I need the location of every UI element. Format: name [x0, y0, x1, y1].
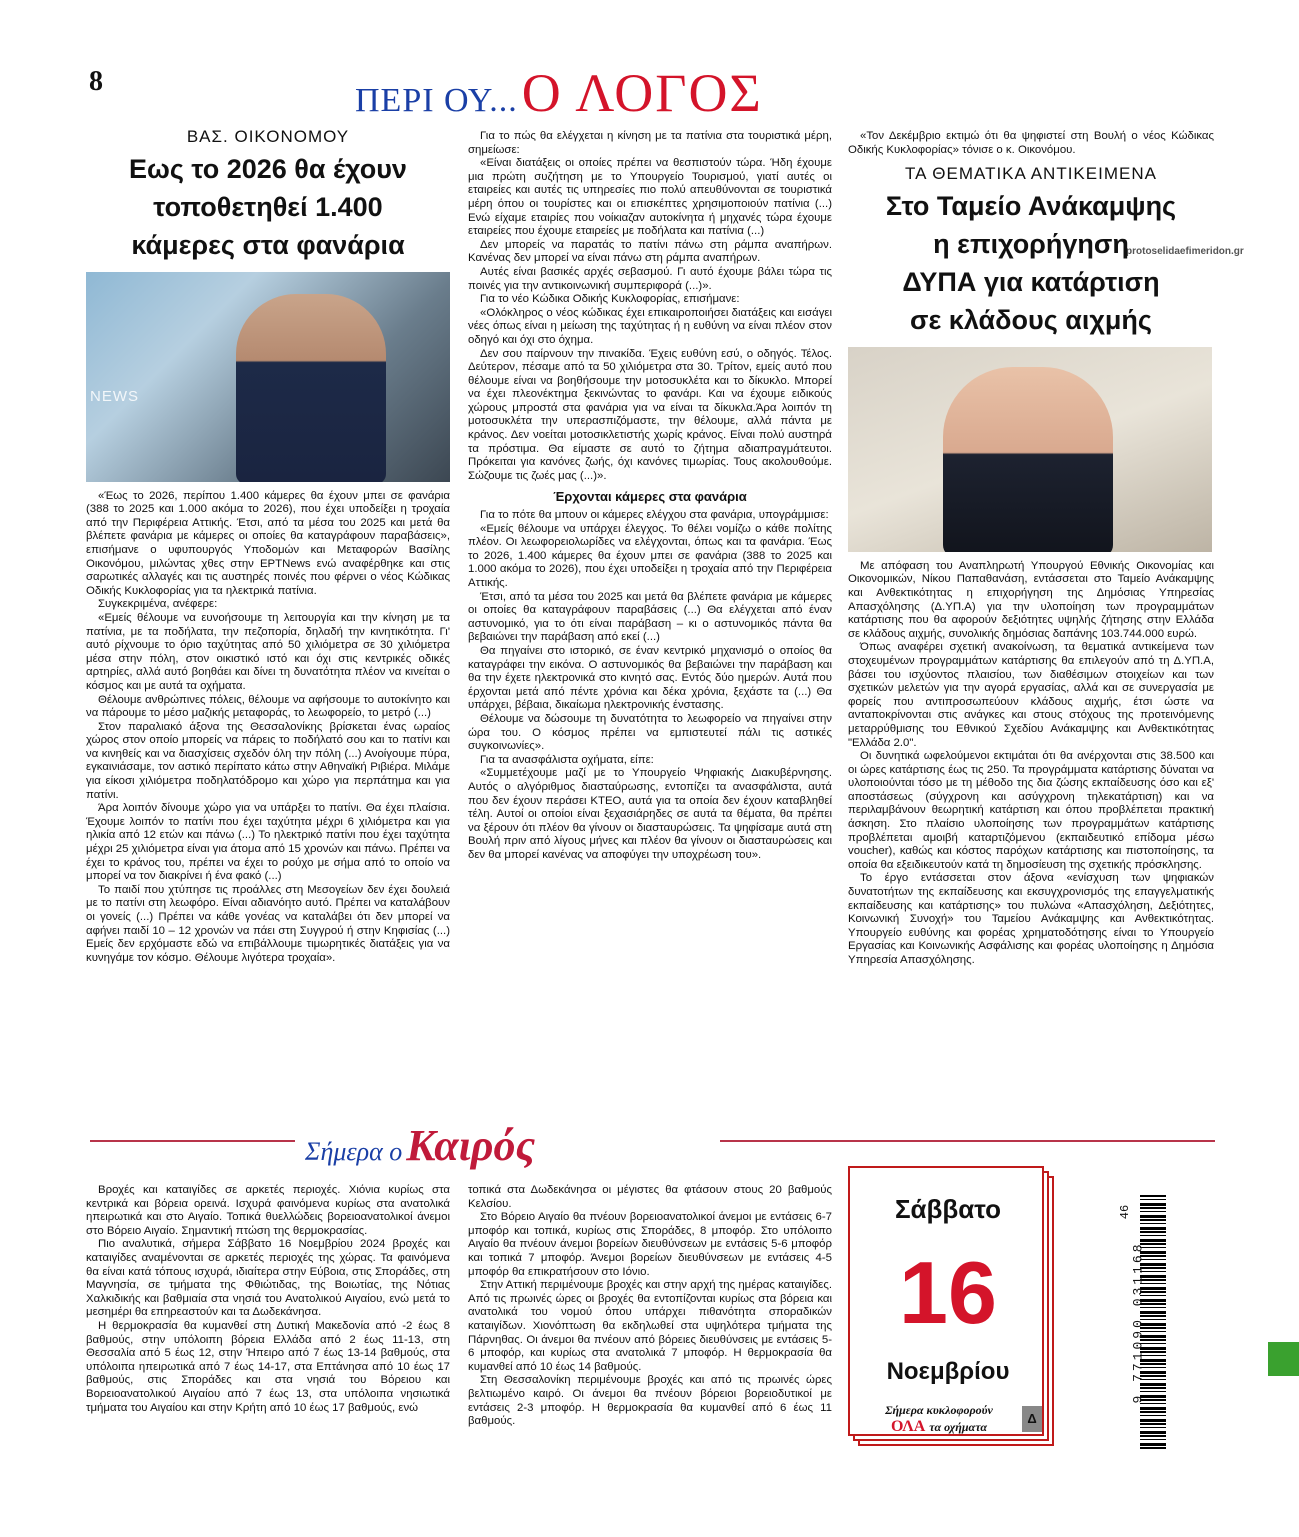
paragraph: Όπως αναφέρει σχετική ανακοίνωση, τα θεματικά αντικείμενα των στοχευμένων προγραμμάτων κατάρτισης θα επιλεγούν από τη Δ.ΥΠ.Α, βάσει του ισχύοντος πλαισίου, των διαθέσιμων στοιχείων και των σχετικών μελετών για την αγορά εργασίας, αλλά και σε συνεργασία με φορείς που αντιπροσωπεύουν κλάδους αιχμής, έτσι ώστε να ανταποκρίνονται στις ανάγκες και στους στόχους της προτεινόμενης μεταρρύθμισης του Εθνικού Σχεδίου Ανάκαμψης και Ανθεκτικότητας "Ελλάδα 2.0".: [848, 641, 1214, 749]
watermark: protoselidaefimeridon.gr: [1126, 246, 1244, 257]
calendar-logo: Δ: [1022, 1406, 1042, 1432]
calendar-month: Νοεμβρίου: [886, 1358, 1010, 1385]
paragraph: τοπικά στα Δωδεκάνησα οι μέγιστες θα φτάσουν στους 20 βαθμούς Κελσίου.: [468, 1184, 832, 1210]
article1-headline: [86, 150, 450, 264]
article2-lead: «Τον Δεκέμβριο εκτιμώ ότι θα ψηφιστεί στη Βουλή ο νέος Κώδικας Οδικής Κυκλοφορίας» τόνισε ο κ. Οικονόμου.: [848, 130, 1214, 156]
paragraph: Το παιδί που χτύπησε τις προάλλες στη Μεσογείων δεν έχει δουλειά με το πατίνι στη λεωφόρο. Είναι αδιανόητο αυτό. Πρέπει να καταλάβουν οι γονείς (...) Πρέπει να κάθε γονέας να καταλάβει ότι δεν μπορεί να αφήνει παιδί 10 – 12 χρονών να πάει στη Συγγρού ή στην Κηφισίας (...) Εμείς δεν ερχόμαστε εδώ να επιβάλλουμε τιμωρητικές διατάξεις για να κυνηγάμε τον κόσμο. Θέλουμε λιγότερα τροχαία».: [86, 883, 450, 964]
paragraph: «Εμείς θέλουμε να ευνοήσουμε τη λειτουργία και την κίνηση με τα πατίνια, με τα ποδήλατα, την πεζοπορία, δηλαδή την κινητικότητα. Γι' αυτό ρίχνουμε το όριο ταχύτητας από 50 χιλιόμετρα σε 30 χιλιόμετρα μέσα στην πόλη, στον οικιστικό ιστό και όχι στις κεντρικές οδικές αρτηρίες, αλλά αυτό βοηθάει και δίνει τη δυνατότητα πλέον να κινείται ο κόσμος και με αυτά τα οχήματα.: [86, 611, 450, 692]
headline-line: τοποθετηθεί 1.400: [153, 191, 383, 222]
article2-headline: [848, 187, 1214, 339]
photo-news-tag: NEWS: [90, 387, 139, 405]
barcode: [1118, 1195, 1168, 1450]
calendar-sheet-front: [848, 1166, 1044, 1436]
paragraph: Δεν σου παίρνουν την πινακίδα. Έχεις ευθύνη εσύ, ο οδηγός. Τέλος. Δεύτερον, πέσαμε από τα 50 χιλιόμετρα στα 30. Τρίτον, εμείς αυτό που θέλουμε είναι να βοηθήσουμε την μοτοσυκλέτα και το δίκυκλο. Μπορεί να έχει πλεονέκτημα ξεκινώντας το φανάρι. Και να έχουμε ειδικούς χώρους μπροστά στα φανάρια για να είναι τα δίκυκλα.Άρα λοιπόν τη μοτοσυκλέτα την υπερασπιζόμαστε, την θέλουμε, αλλά πάντα με κράνος. Δεν νοείται μοτοσικλετιστής χωρίς κράνος. Είναι πολύ αυστηρά τα πρόστιμα. Θα είμαστε σε αυτό το ζήτημα αδιαπραγμάτευτοι. Πρόκειται για κανόνες ζωής, όχι κανόνες τιμωρίας. Τους ακολουθούμε. Σώζουμε τις ζωές μας (...)».: [468, 347, 832, 482]
article1-kicker: ΒΑΣ. ΟΙΚΟΝΟΜΟΥ: [186, 127, 350, 146]
divider: [720, 1140, 1215, 1142]
weather-title-main: Καιρός: [406, 1121, 536, 1170]
weather-column-1: [86, 1184, 450, 1415]
paragraph: Έτσι, από τα μέσα του 2025 και μετά θα βλέπετε φανάρια με κάμερες οι οποίες θα καταγράφουν παραβάσεις (...) Θα ελέγχεται από έναν αστυνομικό, για το ότι είναι παράβαση – κι ο αστυνομικός πάντα θα βεβαιώνει την παράβαση από εκεί (...): [468, 590, 832, 644]
paragraph: Στη Θεσσαλονίκη περιμένουμε βροχές και από τις πρωινές ώρες βελτιωμένο καιρό. Οι άνεμοι θα πνέουν βόρειοι βορειοδυτικοί με εντάσεις 2-3 μποφόρ. Η θερμοκρασία θα κυμανθεί από 6 έως 11 βαθμούς.: [468, 1374, 832, 1428]
weather-column-2: [468, 1184, 832, 1429]
article1-subhead: Έρχονται κάμερες στα φανάρια: [553, 489, 747, 505]
paragraph: Θα πηγαίνει στο ιστορικό, σε έναν κεντρικό μηχανισμό ο οποίος θα καταγράφει την εικόνα. Ο αστυνομικός θα βεβαιώνει την παράβαση και θα την έχετε ηλεκτρονικά στο κινητό σας. Εντός δύο ημερών. Αυτά που έρχονται μετά από πέντε χρόνια και δέκα χρόνια, ξεχάστε τα (...) Θα υπάρχει, βέβαια, δικαίωμα ηλεκτρονικής ένστασης.: [468, 644, 832, 712]
calendar-day: Σάββατο: [894, 1194, 1002, 1224]
paragraph: Πιο αναλυτικά, σήμερα Σάββατο 16 Νοεμβρίου 2024 βροχές και καταιγίδες αναμένονται σε αρκετές περιοχές της χώρας. Τα φαινόμενα θα είναι κατά τόπους ισχυρά, ιδιαίτερα στην Εύβοια, στις Σποράδες, στη Μαγνησία, σε τμήματα της Φθιώτιδας, της Βοιωτίας, της Νότιας Χαλκιδικής και βαθμιαία στα νησιά του Ανατολικού Αιγαίου, ενώ μετά το μεσημέρι θα επηρεαστούν και τα Δωδεκάνησα.: [86, 1238, 450, 1319]
headline-line: κάμερες στα φανάρια: [131, 229, 405, 260]
article2-photo: [848, 347, 1212, 552]
barcode-issue: 46: [1118, 1204, 1133, 1220]
calendar-footer-line2: [854, 1418, 1024, 1436]
photo-person: [943, 367, 1113, 552]
calendar-footer: [854, 1403, 1024, 1436]
paragraph: «Είναι διατάξεις οι οποίες πρέπει να θεσπιστούν τώρα. Ήδη έχουμε μια πρώτη συζήτηση με το Υπουργείο Τουρισμού, γιατί αυτές οι εταιρείες και αυτές τις υπηρεσίες πιο πολύ απευθύνονται σε τουριστικά μέρη όπου οι τουρίστες και οι επισκέπτες χρησιμοποιούν πατίνια (...) Ενώ είχαμε εταιρίες που νοίκιαζαν αυτοκίνητα ή μηχανές τώρα έχουμε εταιρείες που έχουμε εταιρείες με ποδήλατα και πατίνια (...): [468, 157, 832, 238]
barcode-digits: 9 771090 031168: [1130, 1241, 1146, 1404]
paragraph: Συγκεκριμένα, ανέφερε:: [98, 598, 218, 611]
paragraph: Στον παραλιακό άξονα της Θεσσαλονίκης βρίσκεται ένας ωραίος χώρος στον οποίο μπορείς να πάρεις το ποδήλατό σου και το πατίνι και να κινηθείς και να διασχίσεις σχεδόν όλη την πόλη (...) Ανοίγουμε πύρα, εγκαινιάσαμε, τον αστικό περίπατο κάτω στην Αθηναϊκή Ριβιέρα. Μιλάμε για είκοσι χιλιόμετρα ποδηλατόδρομο και χώρο για περπάτημα και για πατίνι.: [86, 720, 450, 801]
paragraph: Βροχές και καταιγίδες σε αρκετές περιοχές. Χιόνια κυρίως στα κεντρικά και βόρεια ορεινά. Ισχυρά φαινόμενα κυρίως στα ανατολικά ηπειρωτικά και στο Αιγαίο. Τοπικά θυελλώδεις βορειοανατολικοί άνεμοι στο Βόρειο Αιγαίο. Σημαντική πτώση της θερμοκρασίας.: [86, 1184, 450, 1237]
paragraph: «Ολόκληρος ο νέος κώδικας έχει επικαιροποιήσει διατάξεις και εισάγει νέες όπως είναι η μείωση της ταχύτητας ή η ευθύνη να είναι πλέον στον οδηγό και όχι στο όχημα.: [468, 306, 832, 346]
paragraph: Με απόφαση του Αναπληρωτή Υπουργού Εθνικής Οικονομίας και Οικονομικών, Νίκου Παπαθανάση, εντάσσεται στο Ταμείο Ανάκαμψης και Ανθεκτικότητας η επιχορήγηση της Δημόσιας Υπηρεσίας Απασχόλησης (Δ.ΥΠ.Α) για την υλοποίηση των προγραμμάτων κατάρτισης που θα αφορούν δεξιότητες υψηλής ζήτησης στην Ελλάδα σε κλάδους αιχμής, συνολικής δημόσιας δαπάνης 103.744.000 ευρώ.: [848, 559, 1214, 640]
paragraph: Στην Αττική περιμένουμε βροχές και στην αρχή της ημέρας καταιγίδες. Από τις πρωινές ώρες οι βροχές θα εντοπίζονται κυρίως στα βόρεια και ανατολικά του νομού όπου υπάρχει πιθανότητα σποραδικών καταιγίδων. Χιονόπτωση θα εκδηλωθεί στα υψηλότερα τμήματα της Πάρνηθας. Οι άνεμοι θα πνέουν από βόρειες διευθύνσεις με εντάσεις 5-6 μποφόρ, και κυρίως στα ανατολικά 7 μποφόρ. Η θερμοκρασία θα κυμανθεί από 10 έως 14 βαθμούς.: [468, 1279, 832, 1373]
page-number: 8: [89, 66, 103, 97]
paragraph: Το έργο εντάσσεται στον άξονα «ενίσχυση των ψηφιακών δυνατοτήτων της εκπαίδευσης και εκσυγχρονισμός της επαγγελματικής εκπαίδευσης και κατάρτισης» του πυλώνα «Απασχόληση, Δεξιότητες, Κοινωνική Συνοχή» του Ταμείου Ανάκαμψης και Ανθεκτικότητας. Υπουργείο ευθύνης και φορέας χρηματοδότησης είναι το Υπουργείο Εργασίας και Κοινωνικής Ασφάλισης και φορέας υλοποίησης η Δημόσια Υπηρεσία Απασχόλησης.: [848, 872, 1214, 966]
weather-header: [90, 1120, 1215, 1170]
headline-line: Στο Ταμείο Ανάκαμψης: [885, 190, 1177, 221]
paragraph: Για το νέο Κώδικα Οδικής Κυκλοφορίας, επισήμανε:: [480, 293, 740, 306]
paragraph: Θέλουμε ανθρώπινες πόλεις, θέλουμε να αφήσουμε το αυτοκίνητο και να πάρουμε το μέσο μαζικής μεταφοράς, το λεωφορείο, το μετρό (...): [86, 693, 450, 720]
article2-kicker: ΤΑ ΘΕΜΑΤΙΚΑ ΑΝΤΙΚΕΙΜΕΝΑ: [905, 164, 1157, 184]
article1-column: [86, 127, 450, 965]
paragraph: Αυτές είναι βασικές αρχές σεβασμού. Γι αυτό έχουμε βάλει τώρα τις ποινές για την αντικοινωνική συμπεριφορά (...)».: [468, 265, 832, 292]
weather-title: [305, 1120, 535, 1171]
article1-continuation-column: [468, 130, 832, 862]
masthead-title: Ο ΛΟΓΟΣ: [521, 63, 763, 123]
photo-person: [236, 294, 386, 482]
paragraph: Για το πότε θα μπουν οι κάμερες ελέγχου στα φανάρια, υπογράμμισε:: [480, 509, 829, 522]
headline-line: Εως το 2026 θα έχουν: [129, 153, 407, 184]
article2-column: [848, 130, 1214, 968]
paragraph: Δεν μπορείς να παρατάς το πατίνι πάνω στη ράμπα αναπήρων. Κανένας δεν μπορεί να είναι πάνω στη ράμπα αναπήρων.: [468, 238, 832, 265]
article1-photo: [86, 272, 450, 482]
paragraph: Άρα λοιπόν δίνουμε χώρο για να υπάρξει το πατίνι. Θα έχει πλαίσια. Έχουμε λοιπόν το πατίνι που έχει ταχύτητα μέχρι 6 χιλιόμετρα και για ηλικία από 12 ετών και πάνω (...) Το ηλεκτρικό πατίνι που έχει ταχύτητα μέχρι 25 χιλιόμετρα είναι για άτομα από 15 χρονών και πάνω. Πρέπει να έχει το κράνος του, πρέπει να έχει το ρούχο με σήμα από το οποίο να μπορεί να τον διακρίνει ή ένα φακό (...): [86, 802, 450, 883]
headline-line: η επιχορήγηση: [933, 228, 1129, 259]
paragraph: Θέλουμε να δώσουμε τη δυνατότητα το λεωφορείο να πηγαίνει στην ώρα του. Ο κόσμος πρέπει να εμπιστευτεί πάλι τις αστικές συγκοινωνίες».: [468, 712, 832, 753]
section-color-tab: [1268, 1342, 1299, 1376]
paragraph: Για τα ανασφάλιστα οχήματα, είπε:: [480, 753, 654, 766]
calendar-footer-rest: τα οχήματα: [929, 1420, 987, 1434]
headline-line: σε κλάδους αιχμής: [910, 304, 1152, 335]
calendar-date: 16: [899, 1243, 997, 1342]
divider: [90, 1140, 295, 1142]
masthead: [355, 62, 763, 124]
paragraph: Για το πώς θα ελέγχεται η κίνηση με τα πατίνια στα τουριστικά μέρη, σημείωσε:: [468, 130, 832, 156]
paragraph: Οι δυνητικά ωφελούμενοι εκτιμάται ότι θα ανέρχονται στις 38.500 και οι ώρες κατάρτισης έως τις 250. Τα προγράμματα κατάρτισης δύναται να υλοποιούνται τόσο με τη μέθοδο της δια ζώσης εκπαίδευσης όσο και εξ' αποστάσεως (σύγχρονη και ασύγχρονη τηλεκατάρτιση) και να περιλαμβάνουν θεωρητική κατάρτιση και όπου προβλέπεται πρακτική άσκηση. Στο πλαίσιο υλοποίησης των προγραμμάτων κατάρτισης προβλέπεται αμοιβή καταρτιζόμενου (εκπαιδευτικό επίδομα μέσω voucher), καθώς και κόστος παρόχων κατάρτισης και πιστοποίησης, τα οποία θα εξειδικευτούν κατά τη δημοσίευση της σχετικής πρόσκλησης.: [848, 750, 1214, 871]
weather-title-prefix: Σήμερα ο: [305, 1137, 403, 1166]
paragraph: «Εμείς θέλουμε να υπάρχει έλεγχος. Το θέλει νομίζω ο κάθε πολίτης πλέον. Οι λεωφορειολωρίδες να ελέγχονται, όπως και τα φανάρια. Έως το 2026, 1.400 κάμερες θα έχουν μπει σε φανάρια (388 το 2025 και 1.000 ακόμα το 2026), που έχει υποδείξει η τροχαία από την Περιφέρεια Αττικής.: [468, 522, 832, 589]
calendar-footer-ola: ΟΛΑ: [891, 1418, 926, 1435]
paragraph: «Έως το 2026, περίπου 1.400 κάμερες θα έχουν μπει σε φανάρια (388 το 2025 και 1.000 ακόμα το 2026), που έχει υποδείξει η τροχαία από την Περιφέρεια Αττικής. Έτσι, από τα μέσα του 2025 και μετά θα βλέπετε φανάρια με κάμερες οι οποίες θα καταγράφουν παραβάσεις», επισήμανε ο υφυπουργός Υποδομών και Μεταφορών Βασίλης Οικονόμου, μιλώντας χθες στην ΕΡΤNews ενώ αναφέρθηκε και στις σαρωτικές αλλαγές και τις αυστηρές ποινές που φέρνει ο νέος Κώδικας Οδικής Κυκλοφορίας για τα ηλεκτρικά πατίνια.: [86, 489, 450, 597]
calendar-footer-line1: Σήμερα κυκλοφορούν: [885, 1403, 993, 1417]
headline-line: ΔΥΠΑ για κατάρτιση: [902, 266, 1160, 297]
masthead-prefix: ΠΕΡΙ ΟΥ...: [355, 82, 518, 119]
paragraph: Στο Βόρειο Αιγαίο θα πνέουν βορειοανατολικοί άνεμοι με εντάσεις 6-7 μποφόρ και τοπικά, κυρίως στις Σποράδες, 8 μποφόρ. Στο υπόλοιπο Αιγαίο θα πνέουν άνεμοι βορείων διευθύνσεων με εντάσεις 5-6 μποφόρ και τοπικά 7 μποφόρ. Άνεμοι βορείων διευθύνσεων με εντάσεις 4-5 μποφόρ θα επικρατήσουν στο Ιόνιο.: [468, 1211, 832, 1278]
paragraph: «Συμμετέχουμε μαζί με το Υπουργείο Ψηφιακής Διακυβέρνησης. Αυτός ο αλγόριθμος διασταύρωσης, εντοπίζει τα ανασφάλιστα, αυτά που δεν έχουν περάσει ΚΤΕΟ, αυτά για τα οποία δεν έχουν καταβληθεί τέλη. Αυτοί οι οποίοι είναι ξεχασιάρηδες σε αυτά τα θέματα, θα πρέπει να ξέρουν ότι πλέον θα γίνουν οι διασταυρώσεις. Τα ψηφίσαμε αυτά στη Βουλή πριν από λίγους μήνες και πλέον θα γίνουν οι διασταυρώσεις και δεν θα μπορεί κανένας να αποφύγει την υποχρέωση του».: [468, 767, 832, 861]
paragraph: Η θερμοκρασία θα κυμανθεί στη Δυτική Μακεδονία από -2 έως 8 βαθμούς, στην υπόλοιπη βόρεια Ελλάδα από 2 έως 11-13, στη Θεσσαλία από 5 έως 12, στην Ήπειρο από 7 έως 13-14 βαθμούς, στα υπόλοιπα ηπειρωτικά από 7 έως 14-17, στα Επτάνησα από 10 έως 17 βαθμούς, στις Σποράδες και στα νησιά του Βόρειου και Βορειοανατολικού Αιγαίου από 7 έως 13, στα υπόλοιπα νησιωτικά τμήματα του Αιγαίου και στην Κρήτη από 10 έως 17 βαθμούς, ενώ: [86, 1319, 450, 1414]
calendar-box: [848, 1166, 1058, 1451]
